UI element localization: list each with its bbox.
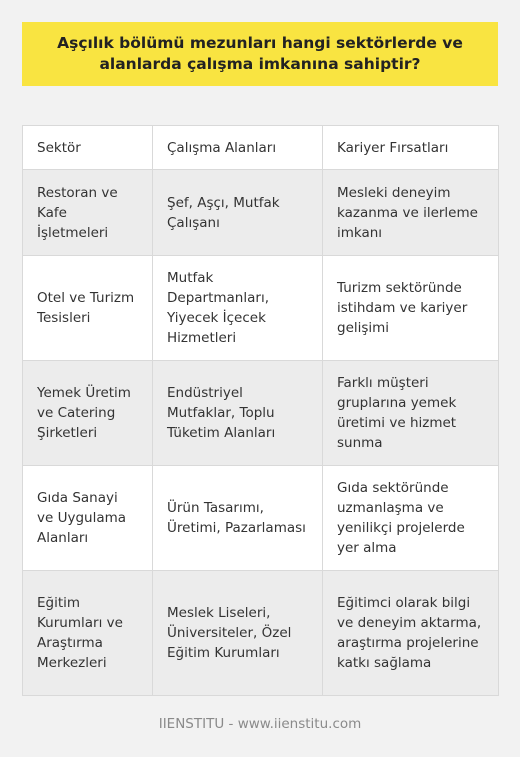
cell-sector: Gıda Sanayi ve Uygulama Alanları [23,466,153,571]
cell-sector: Yemek Üretim ve Catering Şirketleri [23,361,153,466]
cell-sector: Restoran ve Kafe İşletmeleri [23,170,153,256]
table-row [23,170,499,256]
cell-career: Farklı müşteri gruplarına yemek üretimi ve hizmet sunma [323,361,499,466]
cell-career: Mesleki deneyim kazanma ve ilerleme imkanı [323,170,499,256]
cell-career: Gıda sektöründe uzmanlaşma ve yenilikçi projelerde yer alma [323,466,499,571]
cell-work-areas: Meslek Liseleri, Üniversiteler, Özel Eğitim Kurumları [153,571,323,696]
sector-table [22,125,499,696]
cell-sector: Eğitim Kurumları ve Araştırma Merkezleri [23,571,153,696]
cell-work-areas: Endüstriyel Mutfaklar, Toplu Tüketim Alanları [153,361,323,466]
table-row [23,466,499,571]
cell-sector: Otel ve Turizm Tesisleri [23,256,153,361]
header-career-opportunities: Kariyer Fırsatları [323,126,499,170]
cell-career: Eğitimci olarak bilgi ve deneyim aktarma, araştırma projelerine katkı sağlama [323,571,499,696]
cell-work-areas: Mutfak Departmanları, Yiyecek İçecek Hizmetleri [153,256,323,361]
sector-table-container [22,125,498,696]
footer-credit: IIENSTITU - www.iienstitu.com [158,716,362,732]
table-row [23,361,499,466]
table-row [23,256,499,361]
cell-career: Turizm sektöründe istihdam ve kariyer gelişimi [323,256,499,361]
page-title: Aşçılık bölümü mezunları hangi sektörlerde ve alanlarda çalışma imkanına sahiptir? [57,34,463,73]
table-row [23,571,499,696]
table-header-row [23,126,499,170]
cell-work-areas: Şef, Aşçı, Mutfak Çalışanı [153,170,323,256]
header-sector: Sektör [23,126,153,170]
cell-work-areas: Ürün Tasarımı, Üretimi, Pazarlaması [153,466,323,571]
title-banner [22,22,498,86]
header-work-areas: Çalışma Alanları [153,126,323,170]
